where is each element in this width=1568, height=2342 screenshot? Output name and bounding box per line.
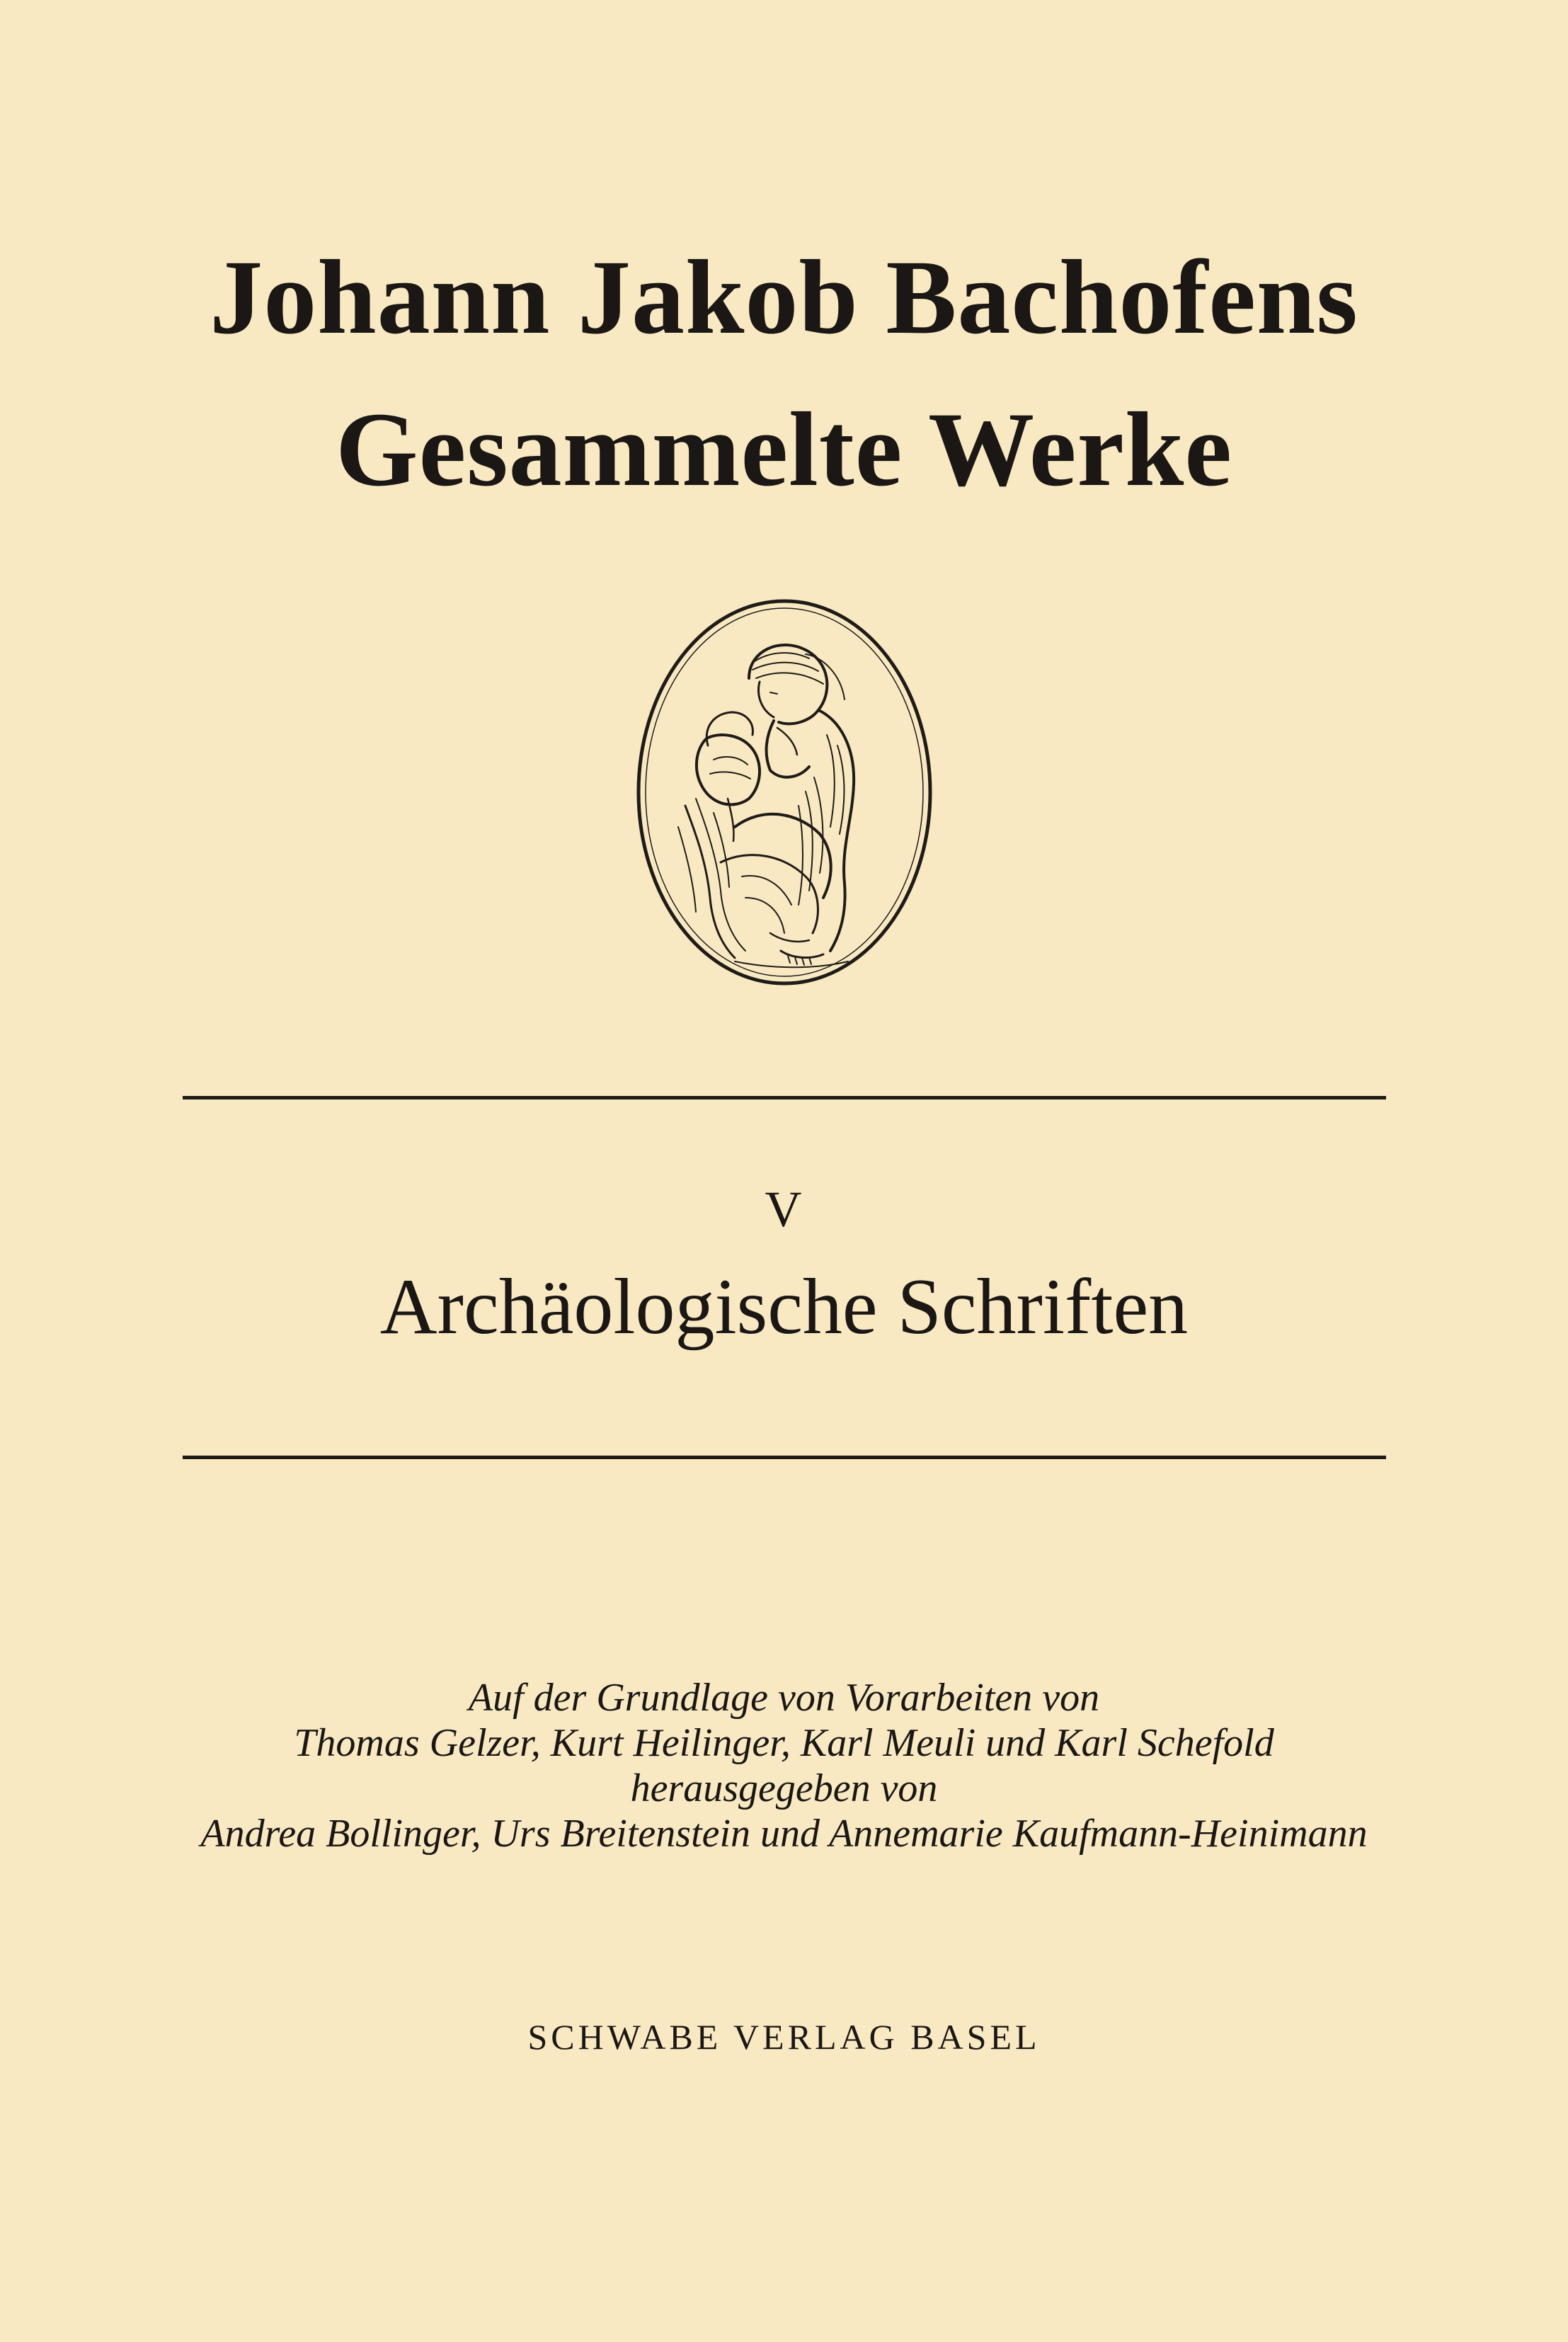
series-title: Gesammelte Werke	[336, 391, 1232, 508]
credits-line: Andrea Bollinger, Urs Breitenstein und Annemarie Kaufmann-Heinimann	[200, 1812, 1368, 1856]
volume-title: Archäologische Schriften	[379, 1263, 1189, 1351]
credits-line: Thomas Gelzer, Kurt Heilinger, Karl Meuli und Karl Schefold	[294, 1721, 1274, 1765]
volume-number: V	[765, 1181, 803, 1238]
oval-gem-engraving-seated-mourning-woman-icon	[629, 593, 940, 991]
credits-line: herausgegeben von	[630, 1766, 938, 1810]
divider-bottom	[183, 1456, 1386, 1459]
author-title: Johann Jakob Bachofens	[210, 239, 1358, 356]
credits-block	[0, 1678, 1568, 1859]
publisher-name: SCHWABE VERLAG BASEL	[527, 2017, 1041, 2057]
credits-line: Auf der Grundlage von Vorarbeiten von	[468, 1676, 1100, 1720]
divider-top	[183, 1096, 1386, 1099]
